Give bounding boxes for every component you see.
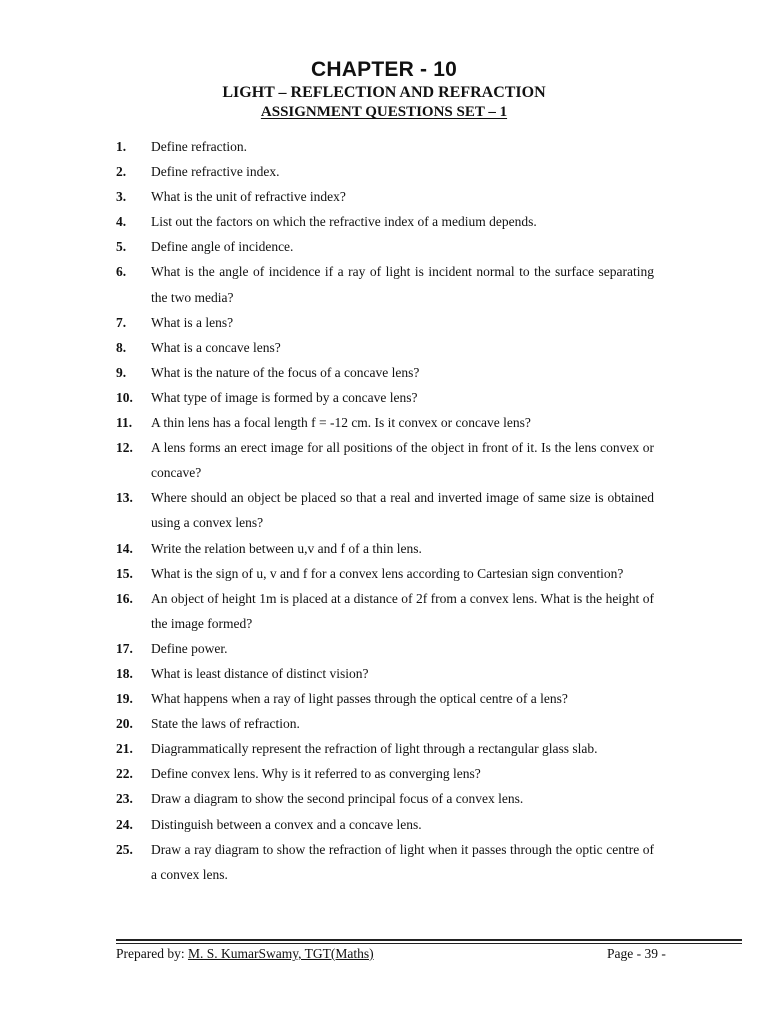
question-item <box>116 711 654 736</box>
question-item <box>116 786 654 811</box>
question-number: 23. <box>116 791 133 807</box>
question-item <box>116 761 654 786</box>
question-item <box>116 184 654 209</box>
question-number: 25. <box>116 841 133 857</box>
question-text: An object of height 1m is placed at a distance of 2f from a convex lens. What is the height of the image formed? <box>151 590 654 631</box>
question-text: What happens when a ray of light passes through the optical centre of a lens? <box>151 691 568 707</box>
question-item <box>116 561 654 586</box>
question-item <box>116 159 654 184</box>
question-number: 12. <box>116 440 133 456</box>
question-text: List out the factors on which the refractive index of a medium depends. <box>151 214 537 230</box>
question-item <box>116 485 654 535</box>
question-number: 14. <box>116 540 133 556</box>
question-number: 19. <box>116 691 133 707</box>
question-item <box>116 335 654 360</box>
assignment-set-title <box>0 104 768 121</box>
question-text: What is the nature of the focus of a concave lens? <box>151 364 420 380</box>
question-text: Define power. <box>151 640 228 656</box>
question-number: 20. <box>116 716 133 732</box>
question-item <box>116 736 654 761</box>
question-number: 4. <box>116 214 127 230</box>
question-text: Where should an object be placed so that a real and inverted image of same size is obtained using a convex lens? <box>151 490 654 531</box>
question-text: What is the unit of refractive index? <box>151 189 346 205</box>
question-item <box>116 837 654 887</box>
question-number: 10. <box>116 389 133 405</box>
question-text: What is least distance of distinct vision? <box>151 665 369 681</box>
question-text: Define refraction. <box>151 139 247 154</box>
question-text: A thin lens has a focal length f = -12 cm. Is it convex or concave lens? <box>151 415 531 431</box>
question-text: Write the relation between u,v and f of a thin lens. <box>151 540 422 556</box>
question-number: 11. <box>116 415 133 431</box>
question-item <box>116 209 654 234</box>
question-text: What is a lens? <box>151 314 234 330</box>
question-number: 13. <box>116 490 133 506</box>
question-item <box>116 812 654 837</box>
question-number: 18. <box>116 665 133 681</box>
footer-rule-thin <box>116 943 742 944</box>
question-text: A lens forms an erect image for all positions of the object in front of it. Is the lens convex or concave? <box>151 440 654 481</box>
question-text: What is the sign of u, v and f for a convex lens according to Cartesian sign convention? <box>151 565 624 581</box>
question-item <box>116 360 654 385</box>
question-item <box>116 661 654 686</box>
question-number: 24. <box>116 816 133 832</box>
question-text: Define angle of incidence. <box>151 239 294 255</box>
question-text: Define convex lens. Why is it referred to as converging lens? <box>151 766 481 782</box>
question-text: Diagrammatically represent the refraction of light through a rectangular glass slab. <box>151 741 598 757</box>
question-item <box>116 435 654 485</box>
chapter-heading: CHAPTER - 10 <box>311 58 457 81</box>
question-number: 3. <box>116 189 127 205</box>
question-item <box>116 385 654 410</box>
question-number: 17. <box>116 640 133 656</box>
question-number: 15. <box>116 565 133 581</box>
question-item <box>116 259 654 309</box>
question-number: 6. <box>116 264 127 280</box>
question-number: 21. <box>116 741 133 757</box>
question-text: Distinguish between a convex and a concave lens. <box>151 816 422 832</box>
chapter-subtitle: LIGHT – REFLECTION AND REFRACTION <box>222 84 546 101</box>
footer-author-name: M. S. KumarSwamy, TGT(Maths) <box>187 946 374 961</box>
question-list <box>116 134 654 887</box>
question-number: 2. <box>116 164 127 180</box>
question-text: Define refractive index. <box>151 164 280 180</box>
question-item <box>116 410 654 435</box>
question-text: State the laws of refraction. <box>151 716 300 732</box>
footer-page-number: Page - 39 - <box>607 946 666 961</box>
footer-prepared-by <box>116 946 374 962</box>
question-number: 8. <box>116 339 127 355</box>
question-text: Draw a ray diagram to show the refraction of light when it passes through the optic centre of a convex lens. <box>151 841 654 882</box>
question-item <box>116 310 654 335</box>
question-text: What is a concave lens? <box>151 339 281 355</box>
question-item <box>116 536 654 561</box>
question-number: 7. <box>116 314 127 330</box>
question-number: 16. <box>116 590 133 606</box>
footer-prepared-label: Prepared by: <box>116 946 188 961</box>
question-number: 9. <box>116 364 127 380</box>
question-item <box>116 586 654 636</box>
question-number: 22. <box>116 766 133 782</box>
footer-rule-thick <box>116 939 742 941</box>
question-item <box>116 134 654 159</box>
question-item <box>116 234 654 259</box>
question-number: 1. <box>116 139 127 154</box>
question-item <box>116 636 654 661</box>
question-text: Draw a diagram to show the second principal focus of a convex lens. <box>151 791 524 807</box>
question-text: What type of image is formed by a concave lens? <box>151 389 418 405</box>
question-item <box>116 686 654 711</box>
assignment-set-title-text: ASSIGNMENT QUESTIONS SET – 1 <box>260 104 508 120</box>
question-text: What is the angle of incidence if a ray of light is incident normal to the surface separating the two media? <box>151 264 654 305</box>
question-number: 5. <box>116 239 127 255</box>
